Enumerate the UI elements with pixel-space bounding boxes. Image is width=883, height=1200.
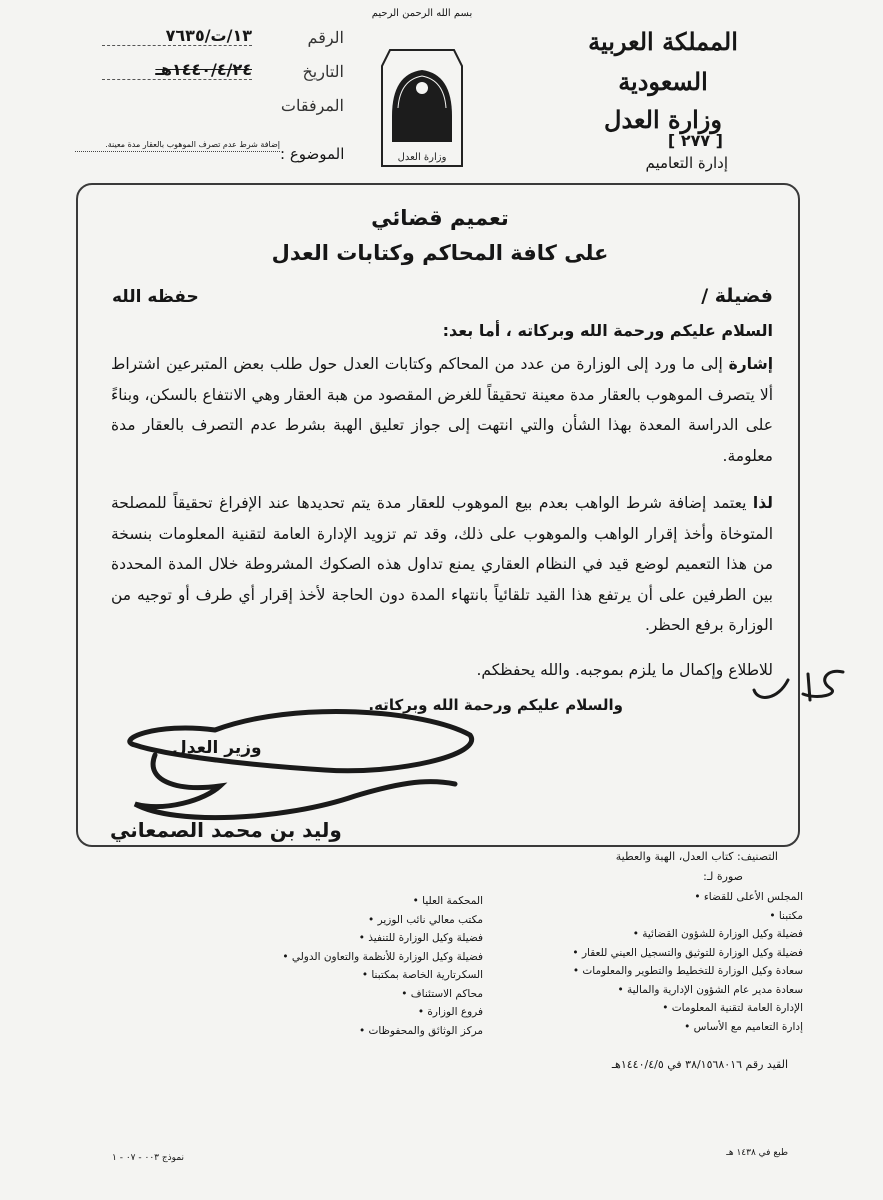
greeting: السلام عليكم ورحمة الله وبركاته ، أما بعد: <box>442 321 773 340</box>
ministry-emblem <box>370 8 474 170</box>
list-item: فضيلة وكيل الوزارة للشؤون القضائية • <box>473 925 803 944</box>
hafizahu-allah: حفظه الله <box>112 287 199 307</box>
list-item: إدارة التعاميم مع الأساس • <box>473 1018 803 1037</box>
form-number: نموذج ٠٠٣ - ٠٧ - ١ <box>112 1153 185 1163</box>
printed-year: طبع في ١٤٣٨ هـ <box>726 1148 788 1158</box>
emblem-label: وزارة العدل <box>397 152 447 163</box>
copies-list-right <box>473 888 803 1036</box>
initials-mark <box>748 660 858 710</box>
document-addressee: على كافة المحاكم وكتابات العدل <box>271 241 609 265</box>
list-item: المحكمة العليا • <box>223 892 483 911</box>
date-label: التاريخ <box>302 62 344 81</box>
department-name: إدارة التعاميم <box>645 154 728 172</box>
list-item: محاكم الاستئناف • <box>223 985 483 1004</box>
paragraph-2-lead: لذا <box>752 494 773 512</box>
subject-label: الموضوع : <box>280 145 345 163</box>
subject-value: إضافة شرط عدم تصرف الموهوب بالعقار مدة معينة. <box>75 140 280 152</box>
emblem-icon <box>370 8 474 170</box>
ref-label: الرقم <box>307 28 344 47</box>
classification: التصنيف: كتاب العدل، الهبة والعطية <box>615 850 778 863</box>
paragraph-2-text: يعتمد إضافة شرط الواهب بعدم بيع الموهوب للعقار مدة يتم تحديدها عند الإفراغ تحقيقاً للمصلحة المتوخاة وأخذ إقرار الواهب والموهوب على ذلك، وقد تم تزويد الإدارة العامة لتقنية المعلومات بنسخة من هذا التعميم لوضع قيد في النظام العقاري يمنع تداول هذه الصكوك المشروطة خلال المدة المحددة بين الطرفين على أن يرتفع هذا القيد تلقائياً بانتهاء المدة دون الحاجة لأخذ إقرار أي طرف أو توجيه من الوزارة برفع الحظر. <box>111 494 773 634</box>
list-item: مركز الوثائق والمحفوظات • <box>223 1022 483 1041</box>
document-title: تعميم قضائي <box>371 206 509 230</box>
copies-label: صورة لـ: <box>703 870 743 883</box>
paragraph-3: للاطلاع وإكمال ما يلزم بموجبه. والله يحفظكم. <box>476 661 773 679</box>
list-item: فروع الوزارة • <box>223 1003 483 1022</box>
minister-title: وزير العدل <box>172 738 262 758</box>
list-item: السكرتارية الخاصة بمكتبنا • <box>223 966 483 985</box>
closing-greeting: والسلام عليكم ورحمة الله وبركاته. <box>368 696 623 714</box>
paragraph-2 <box>111 488 773 641</box>
list-item: سعادة وكيل الوزارة للتخطيط والتطوير والمعلومات • <box>473 962 803 981</box>
list-item: فضيلة وكيل الوزارة للأنظمة والتعاون الدولي • <box>223 948 483 967</box>
minister-name: وليد بن محمد الصمعاني <box>110 818 342 842</box>
circular-number: [ ٢٧٧ ] <box>667 131 723 150</box>
date-value: ١٤٤٠/٤/٢٤هـ <box>102 60 252 80</box>
ministry-header <box>553 22 773 138</box>
ref-value: ١٣/ت/٧٦٣٥ <box>102 26 252 46</box>
copies-list-left <box>223 892 483 1040</box>
list-item: مكتبنا • <box>473 907 803 926</box>
paragraph-1-lead: إشارة <box>728 355 774 373</box>
list-item: المجلس الأعلى للقضاء • <box>473 888 803 907</box>
kingdom-name: المملكة العربية السعودية <box>588 27 738 96</box>
emblem-basmala: بسم الله الرحمن الرحيم <box>371 8 473 19</box>
registration-number: القيد رقم ٣٨/١٥٦٨٠١٦ في ١٤٤٠/٤/٥هـ <box>611 1058 788 1071</box>
paragraph-1-text: إلى ما ورد إلى الوزارة من عدد من المحاكم وكتابات العدل حول طلب بعض المتبرعين اشتراط ألا يتصرف الموهوب بالعقار مدة معينة تحقيقاً للغرض المقصود من هبة العقار وهي الانتفاع بالسكن، وبناءً على الدراسة المعدة بهذا الشأن والتي انتهت إلى جواز تعليق الهبة بشرط عدم التصرف بالعقار مدة معلومة. <box>111 355 773 465</box>
list-item: سعادة مدير عام الشؤون الإدارية والمالية • <box>473 981 803 1000</box>
list-item: الإدارة العامة لتقنية المعلومات • <box>473 999 803 1018</box>
list-item: فضيلة وكيل الوزارة للتوثيق والتسجيل العيني للعقار • <box>473 944 803 963</box>
ministry-name: وزارة العدل <box>604 105 722 134</box>
salutation: فضيلة / <box>701 285 773 307</box>
attachments-label: المرفقات <box>280 96 344 115</box>
paragraph-1 <box>111 349 773 471</box>
list-item: مكتب معالي نائب الوزير • <box>223 911 483 930</box>
list-item: فضيلة وكيل الوزارة للتنفيذ • <box>223 929 483 948</box>
document-meta <box>82 28 344 130</box>
